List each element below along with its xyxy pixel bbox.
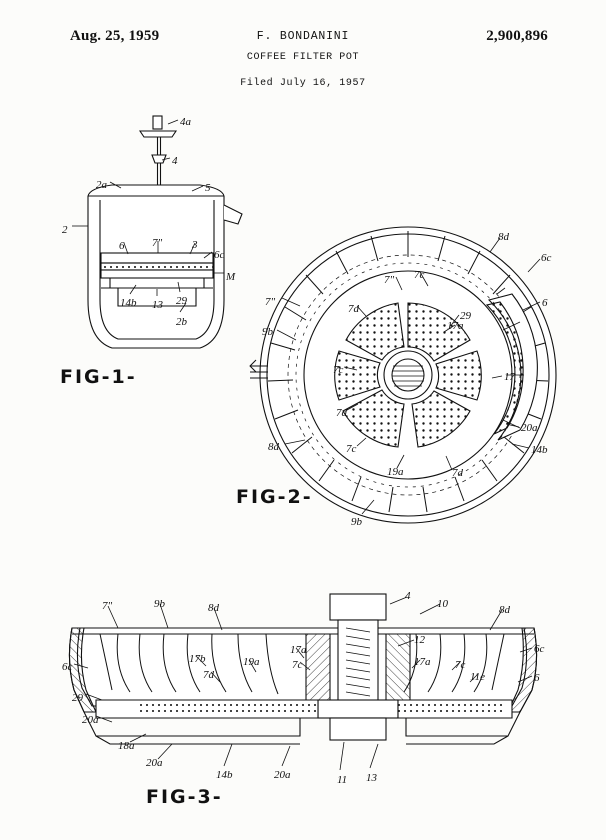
reference-numeral: 17 [504,371,515,383]
reference-numeral: 13 [366,772,377,784]
reference-numeral: 5 [205,182,211,194]
reference-numeral: 2 [62,224,68,236]
reference-numeral: 10 [437,598,448,610]
reference-numeral: 13 [152,299,163,311]
reference-numeral: 6c [541,252,552,264]
reference-numeral: 6c [534,643,545,655]
reference-numeral: 6 [119,240,125,252]
reference-numeral: 20a [146,757,163,769]
reference-numeral: 7" [265,296,276,308]
reference-numeral: 7c [455,659,466,671]
reference-numeral: 8d [268,441,279,453]
reference-numeral: 19a [243,656,260,668]
reference-numeral: 2a [96,179,107,191]
reference-numeral: 9b [154,598,165,610]
reference-numeral: 29 [72,692,83,704]
patent-title: COFFEE FILTER POT [246,52,360,63]
reference-numeral: 14b [531,444,548,456]
reference-numeral: 4a [180,116,191,128]
reference-numeral: 6 [534,672,540,684]
publication-date: Aug. 25, 1959 [70,28,160,44]
reference-numeral: 14b [120,297,137,309]
figure-2-caption: FIG-2- [236,486,313,508]
reference-numeral: 7c [292,659,303,671]
reference-numeral: 11e [470,671,486,683]
reference-numeral: 9b [262,326,273,338]
reference-numeral: 6 [542,297,548,309]
figure-3-drawing [69,594,536,770]
reference-numeral: 7c [414,269,425,281]
reference-numeral: 7" [384,274,395,286]
reference-numeral: 7d [336,407,347,419]
reference-numeral: 9b [351,516,362,528]
reference-numeral: 17a [290,644,307,656]
inventor-name: F. BONDANINI [256,30,350,43]
reference-numeral: 3 [192,239,198,251]
filing-date: Filed July 16, 1957 [240,78,366,89]
reference-numeral: 7" [102,600,113,612]
reference-numeral: 7" [152,237,163,249]
reference-numeral: 8d [498,231,509,243]
reference-numeral: M [226,271,236,283]
figure-1-drawing [72,116,242,348]
reference-numeral: 29 [176,295,187,307]
reference-numeral: 7d [203,669,214,681]
figure-3-caption: FIG-3- [146,786,223,808]
reference-numeral: 29 [460,310,471,322]
reference-numeral: 18a [118,740,135,752]
reference-numeral: 6c [62,661,73,673]
reference-numeral: 6c [214,249,225,261]
reference-numeral: 7d [452,467,463,479]
reference-numeral: 19a [387,466,404,478]
reference-numeral: 8d [208,602,219,614]
reference-numeral: 4 [172,155,178,167]
reference-numeral: 7c [333,364,344,376]
reference-numeral: 11 [337,774,348,786]
patent-number: 2,900,896 [486,28,548,44]
reference-numeral: 4 [405,590,411,602]
reference-numeral: 20a [274,769,291,781]
figure-1-caption: FIG-1- [60,366,137,388]
reference-numeral: 17a [447,320,464,332]
reference-numeral: 8d [499,604,510,616]
reference-numeral: 17b [189,653,206,665]
reference-numeral: 7c [346,443,357,455]
reference-numeral: 12 [414,634,425,646]
reference-numeral: 17a [414,656,431,668]
reference-numeral: 7d [348,303,359,315]
reference-numeral: 2b [176,316,187,328]
reference-numeral: 14b [216,769,233,781]
reference-numeral: 20a [521,422,538,434]
reference-numeral: 20a [82,714,99,726]
